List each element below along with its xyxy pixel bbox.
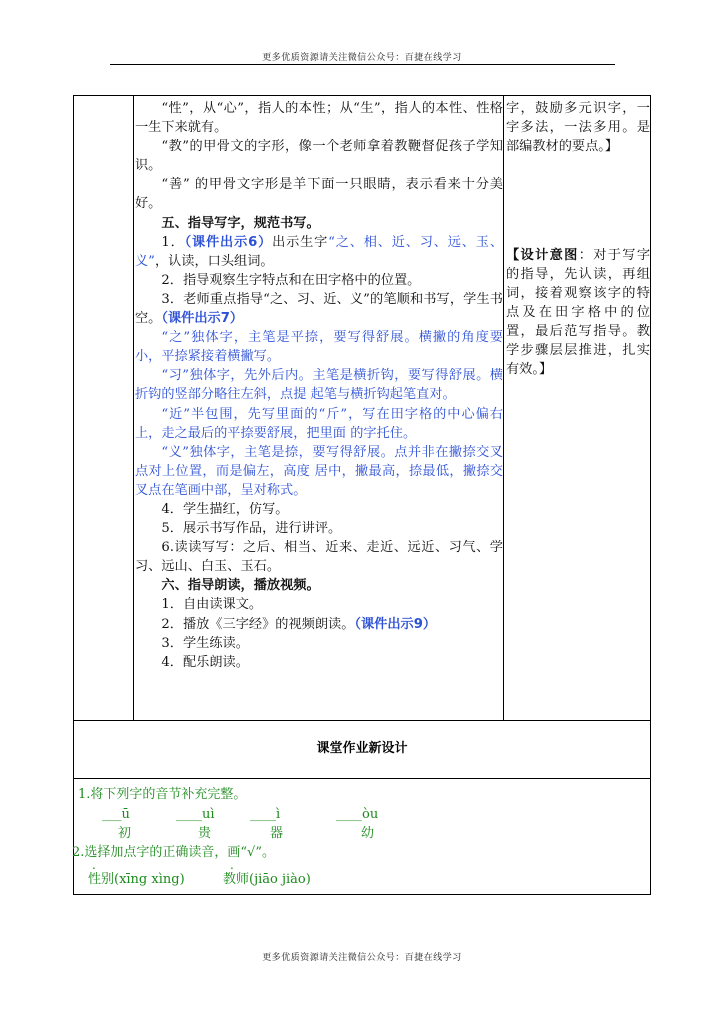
read-2-text: 2．播放《三字经》的视频朗读。 [161, 616, 355, 632]
homework [72, 785, 638, 889]
read-2 [135, 615, 503, 634]
question-2-options [78, 870, 638, 889]
emphasis-dot-2: . [230, 858, 234, 872]
blank-4: ____òu [336, 807, 379, 822]
table-row-divider-2 [73, 778, 651, 779]
emphasis-dot-1: . [92, 858, 96, 872]
blank-1: ___ū [102, 807, 130, 822]
item-6: 6.读读写写：之后、相当、近来、走近、远近、习气、学习、远山、白玉、玉石。 [135, 540, 503, 575]
question-2: 2.选择加点字的正确读音，画“√”。 [72, 845, 275, 860]
char-3: 器 [270, 826, 284, 841]
item-3-text: 3．老师重点指导“之、习、近、义”的笔顺和书写，学生书空。 [135, 291, 503, 327]
paragraph-xing: “性”，从“心”，指人的本性；从“生”，指人的本性、性格 一生下来就有。 [135, 101, 503, 136]
stroke-guide-jin: “近”半包围，先写里面的“斤”，写在田字格的中心偏右上，走之最后的平捺要舒展，把里面 的字托住。 [135, 406, 503, 441]
page-footer: 更多优质资源请关注微信公众号：百捷在线学习 [262, 953, 462, 963]
heading-writing: 五、指导写字，规范书写。 [161, 215, 320, 231]
paragraph-jiao: “教”的甲骨文的字形，像一个老师拿着教鞭督促孩子学知识。 [135, 139, 503, 174]
read-1: 1．自由读课文。 [161, 597, 263, 613]
item-1-tail: ，认读，口头组词。 [154, 253, 274, 269]
courseware-tag-7: （课件出示7） [161, 311, 244, 327]
chars-row [78, 824, 638, 843]
section-title: 课堂作业新设计 [316, 741, 408, 756]
item-2: 2．指导观察生字特点和在田字格中的位置。 [161, 272, 421, 288]
pinyin-blanks-row [78, 805, 638, 824]
side-note-top: 字，鼓励多元识字，一字多法，一法多用。是部编教材的要点。】 [506, 101, 650, 154]
teaching-steps [135, 99, 503, 672]
item-1-chars: “之、相、近、习、远、玉、义” [135, 234, 504, 269]
blank-3: ____ì [250, 807, 281, 822]
design-intent-label: 【设计意图 [506, 248, 579, 263]
read-4: 4．配乐朗读。 [161, 654, 249, 670]
item-1-text: 出示生字 [272, 234, 329, 250]
option-xingbie: 性别(xīng xìng) [88, 872, 185, 887]
char-1: 初 [118, 826, 132, 841]
read-3: 3．学生练读。 [161, 635, 249, 651]
courseware-tag-6: （课件出示6） [184, 234, 273, 250]
stroke-guide-yi: “义”独体字，主笔是捺，要写得舒展。点并非在撇捺交叉点对上位置，而是偏左，高度 居中，撇最高，捺最低，撇捺交叉点在笔画中部，呈对称式。 [135, 444, 503, 498]
design-intent-colon: ： [578, 248, 594, 263]
heading-reading: 六、指导朗读，播放视频。 [161, 578, 320, 594]
blank-2: ____uì [176, 807, 215, 822]
stroke-guide-zhi: “之”独体字，主笔是平捺，要写得舒展。横撇的角度要小，平捺紧接着横撇写。 [135, 330, 503, 365]
char-2: 贵 [198, 826, 212, 841]
paragraph-shan: “善” 的甲骨文字形是羊下面一只眼睛，表示看来十分美好。 [135, 177, 503, 212]
item-5: 5．展示书写作品，进行讲评。 [161, 521, 342, 537]
item-1-number: 1． [161, 234, 185, 250]
table-col-divider-1 [133, 95, 134, 720]
design-intent [506, 246, 650, 379]
header-divider [110, 64, 615, 65]
char-4: 幼 [361, 826, 375, 841]
stroke-guide-xi: “习”独体字，先外后内。主笔是横折钩，要写得舒展。横折钩的竖部分略往左斜，点提 起笔与横折钩起笔直对。 [135, 368, 503, 403]
page-header: 更多优质资源请关注微信公众号：百捷在线学习 [262, 53, 462, 63]
table-col-divider-2 [503, 95, 504, 720]
item-3 [135, 290, 503, 328]
design-intent-text: 对于写字的指导，先认读，再组词，接着观察该字的特点及在田字格中的位置，最后范写指导。教学步骤层层推进，扎实有效。】 [506, 248, 651, 377]
item-4: 4．学生描红，仿写。 [161, 501, 289, 517]
option-jiaoshi: 教师(jiāo jiào) [223, 872, 311, 887]
courseware-tag-9: （课件出示9） [354, 616, 437, 632]
table-row-divider-1 [73, 720, 651, 721]
question-1: 1.将下列字的音节补充完整。 [78, 787, 247, 802]
item-1 [135, 233, 503, 271]
